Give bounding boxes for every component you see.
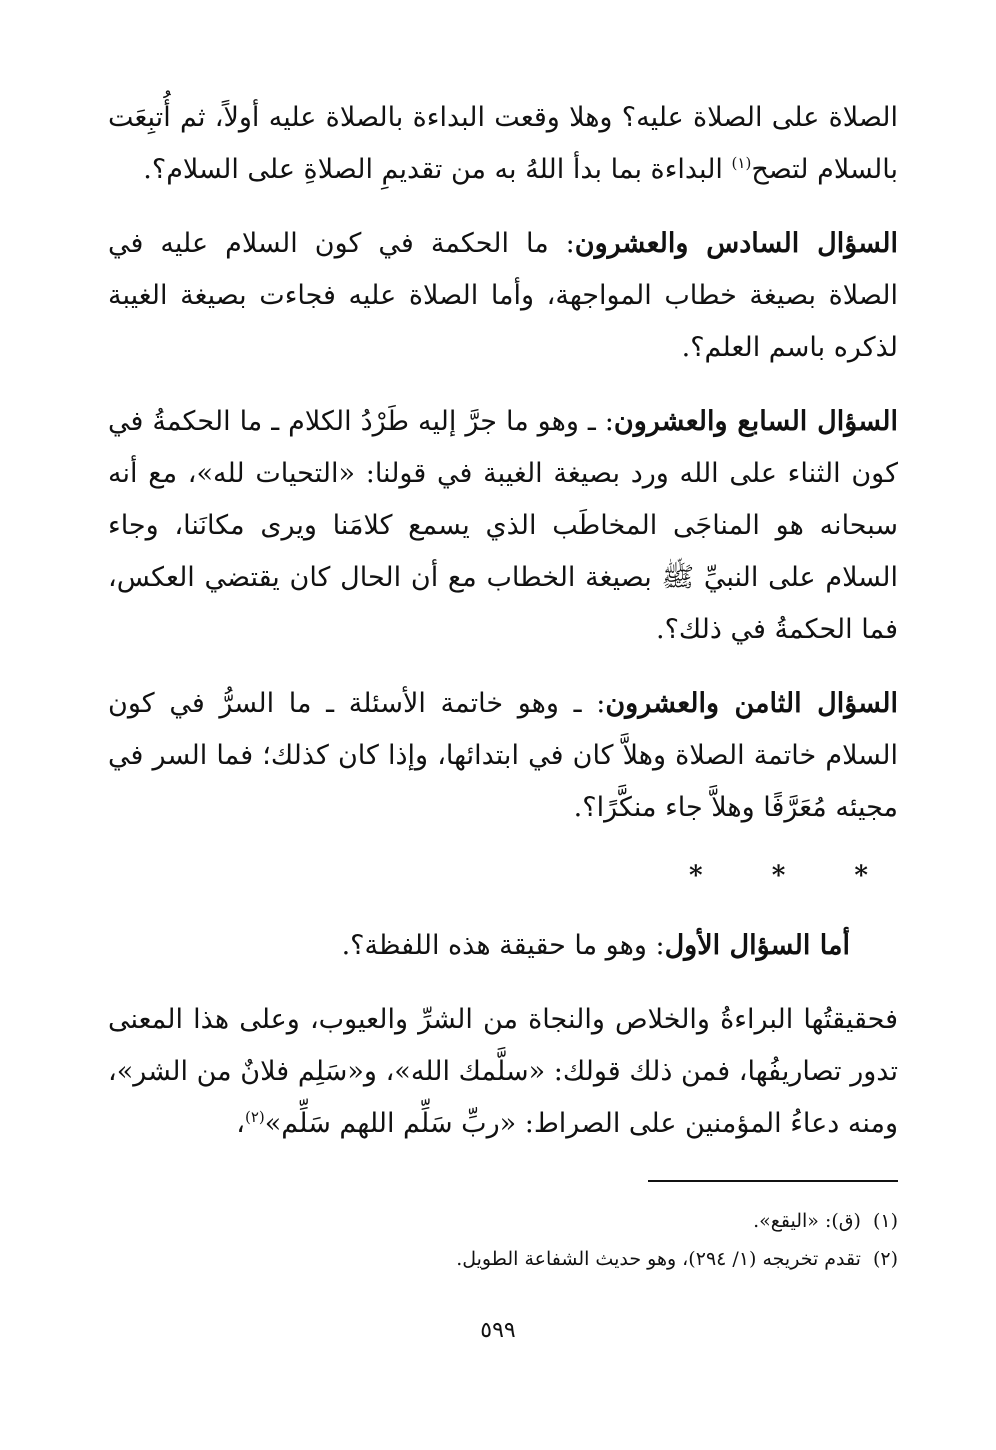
question-28-text: : ـ وهو خاتمة الأسئلة ـ ما السرُّ في كون السلام خاتمة الصلاة وهلاَّ كان في ابتدائها، وإذا كان كذلك؛ فما السر في مجيئه مُعَرَّفًا وهلاَّ جاء منكَّرًا؟. bbox=[108, 688, 898, 823]
paragraph-1 bbox=[108, 92, 898, 196]
first-question-lead: أما السؤال الأول bbox=[664, 930, 850, 961]
separator-star: * bbox=[854, 861, 898, 891]
paragraph-1-tail: البداءة بما بدأ اللهُ به من تقديمِ الصلاةِ على السلام؟. bbox=[143, 154, 732, 185]
section-separator bbox=[108, 856, 898, 896]
question-26 bbox=[108, 218, 898, 374]
question-27-text: : ـ وهو ما جرَّ إليه طَرْدُ الكلام ـ ما الحكمةُ في كون الثناء على الله ورد بصيغة الغيبة في قولنا: «التحيات لله»، مع أنه سبحانه هو المناجَى المخاطَب الذي يسمع كلامَنا ويرى مكانَنا، وجاء السلام على النبيِّ ﷺ بصيغة الخطاب مع أن الحال كان يقتضي العكس، فما الحكمةُ في ذلك؟. bbox=[108, 406, 898, 645]
first-question-heading bbox=[108, 920, 898, 972]
question-27 bbox=[108, 396, 898, 656]
footnote-1-text: (ق): «اليقع». bbox=[753, 1210, 861, 1232]
answer-tail: ، bbox=[236, 1108, 245, 1139]
paragraph-1-text: الصلاة على الصلاة عليه؟ وهلا وقعت البداءة بالصلاة عليه أولاً، ثم أُتبِعَت بالسلام لتصح bbox=[108, 102, 898, 185]
separator-star: * bbox=[689, 861, 733, 891]
footnote-2-number: (٢) bbox=[872, 1248, 898, 1270]
question-28 bbox=[108, 678, 898, 834]
answer-text: فحقيقتُها البراءةُ والخلاص والنجاة من الشرِّ والعيوب، وعلى هذا المعنى تدور تصاريفُها، فمن ذلك قولك: «سلَّمك الله»، و«سَلِم فلانٌ من الشر»، ومنه دعاءُ المؤمنين على الصراط: «ربِّ سَلِّم اللهم سَلِّم» bbox=[108, 1004, 898, 1139]
first-question-text: : وهو ما حقيقة هذه اللفظة؟. bbox=[341, 930, 665, 961]
answer-paragraph bbox=[108, 994, 898, 1150]
footnotes bbox=[108, 1202, 898, 1278]
footnote-1-number: (١) bbox=[872, 1210, 898, 1232]
footnote-ref-1: (١) bbox=[731, 154, 752, 172]
footnote-1 bbox=[108, 1202, 898, 1240]
question-26-heading: السؤال السادس والعشرون bbox=[574, 228, 898, 259]
footnote-ref-2: (٢) bbox=[244, 1108, 265, 1126]
footnote-2-text: تقدم تخريجه (١/ ٢٩٤)، وهو حديث الشفاعة الطويل. bbox=[456, 1248, 861, 1270]
question-27-heading: السؤال السابع والعشرون bbox=[613, 406, 899, 437]
separator-star: * bbox=[771, 861, 816, 891]
question-28-heading: السؤال الثامن والعشرون bbox=[605, 688, 898, 719]
footnote-2 bbox=[108, 1240, 898, 1278]
footnote-divider bbox=[648, 1180, 898, 1182]
page-body bbox=[108, 92, 898, 1172]
question-26-text: : ما الحكمة في كون السلام عليه في الصلاة بصيغة خطاب المواجهة، وأما الصلاة عليه فجاءت بصيغة الغيبة لذكره باسم العلم؟. bbox=[108, 228, 898, 363]
page-number: ٥٩٩ bbox=[480, 1318, 516, 1343]
